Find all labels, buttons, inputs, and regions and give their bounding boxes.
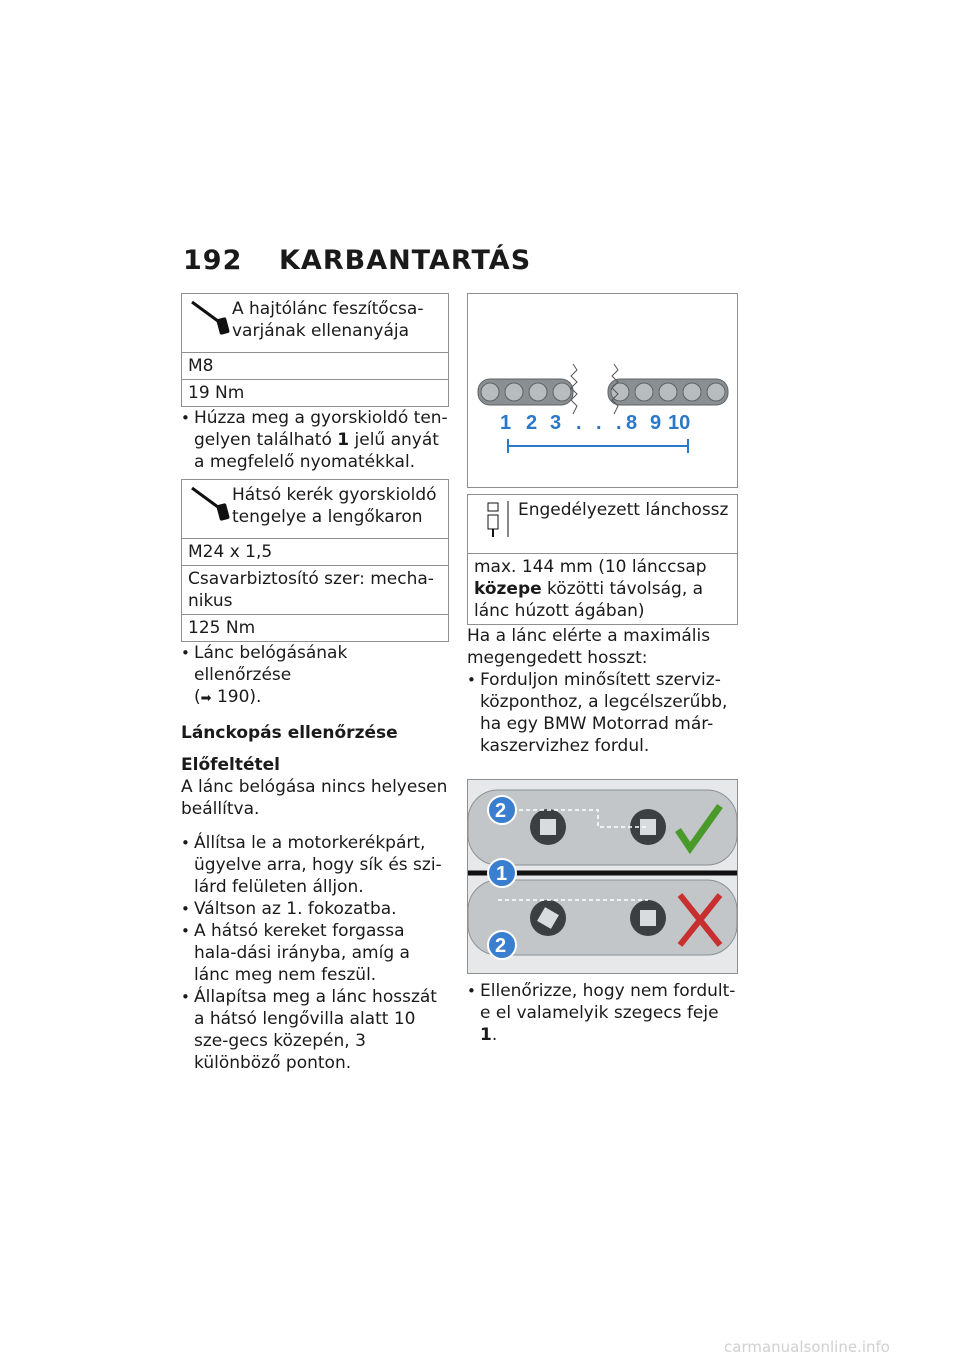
chain-illustration xyxy=(468,294,737,487)
spec-table-rear-axle xyxy=(181,479,449,642)
page-header xyxy=(183,245,531,276)
chain-length-figure xyxy=(467,293,738,488)
chain-label: 3 xyxy=(550,412,562,434)
left-column xyxy=(181,293,449,1074)
list-item: • Forduljon minősített szerviz-központhoz, a legcélszerűbb, ha egy BMW Motorrad már-kaszervizhez fordul. xyxy=(467,669,738,757)
pin-illustration xyxy=(468,780,737,973)
spec-row: 125 Nm xyxy=(182,614,448,641)
chain-label: . xyxy=(616,412,622,434)
section-title: Lánckopás ellenőrzése xyxy=(181,723,398,743)
spec-header xyxy=(182,480,448,538)
chain-label: 9 xyxy=(650,412,662,434)
chain-label: . xyxy=(596,412,602,434)
watermark: carmanualsonline.info xyxy=(724,1338,890,1356)
page-title: KARBANTARTÁS xyxy=(279,245,532,276)
spec-table-chain-length xyxy=(467,494,738,625)
spec-title: Engedélyezett lánchossz xyxy=(518,500,729,520)
chain-label: . xyxy=(576,412,582,434)
pin-rotation-figure xyxy=(467,779,738,974)
precondition-title: Előfeltétel xyxy=(181,755,281,775)
spec-header xyxy=(182,294,448,352)
page-number: 192 xyxy=(183,245,243,276)
torque-wrench-icon xyxy=(188,298,232,338)
chain-label: 10 xyxy=(668,412,691,434)
page-reference-arrow-icon: ➡ xyxy=(200,691,212,706)
spec-row: Csavarbiztosító szer: mecha-nikus xyxy=(182,565,448,614)
callout-label: 1 xyxy=(496,863,508,885)
callout-label: 2 xyxy=(495,935,507,957)
chain-label: 2 xyxy=(526,412,538,434)
list-item: • Állapítsa meg a lánc hosszát a hátsó lengővilla alatt 10 sze-gecs közepén, 3 különböző ponton. xyxy=(181,986,449,1074)
chain-label: 1 xyxy=(500,412,512,434)
list-item-check-pins: • Ellenőrizze, hogy nem fordult-e el valamelyik szegecs feje 1. xyxy=(467,980,738,1046)
spec-row: M24 x 1,5 xyxy=(182,538,448,565)
spec-row: M8 xyxy=(182,352,448,379)
right-column xyxy=(467,293,738,1046)
bullet-tighten-nut: • Húzza meg a gyorskioldó ten- gelyen található 1 jelű anyát a megfelelő nyomatékkal. xyxy=(181,407,449,473)
list-item: • A hátsó kereket forgassa hala-dási irányba, amíg a lánc meg nem feszül. xyxy=(181,920,449,986)
spec-row: 19 Nm xyxy=(182,379,448,406)
list-item: • Állítsa le a motorkerékpárt, ügyelve arra, hogy sík és szi-lárd felületen álljon. xyxy=(181,832,449,898)
spec-row: max. 144 mm (10 lánccsap közepe közötti távolság, a lánc húzott ágában) xyxy=(468,553,737,624)
callout-label: 2 xyxy=(495,800,507,822)
spec-title: A hajtólánc feszítőcsa-varjának ellenanyája xyxy=(232,299,424,341)
steps-list xyxy=(181,832,449,1074)
max-length-text: Ha a lánc elérte a maximális megengedett hosszt: xyxy=(467,626,711,668)
spec-header xyxy=(468,495,737,553)
caliper-icon xyxy=(474,499,518,539)
spec-table-tensioner-nut xyxy=(181,293,449,407)
chain-label: 8 xyxy=(626,412,638,434)
bullet-chain-sag: • Lánc belógásának ellenőrzése (➡ 190). xyxy=(181,642,449,710)
spec-title: Hátsó kerék gyorskioldó tengelye a lengőkaron xyxy=(232,485,437,527)
precondition-text: A lánc belógása nincs helyesen beállítva. xyxy=(181,777,448,819)
torque-wrench-icon xyxy=(188,484,232,524)
list-item: • Váltson az 1. fokozatba. xyxy=(181,898,449,920)
